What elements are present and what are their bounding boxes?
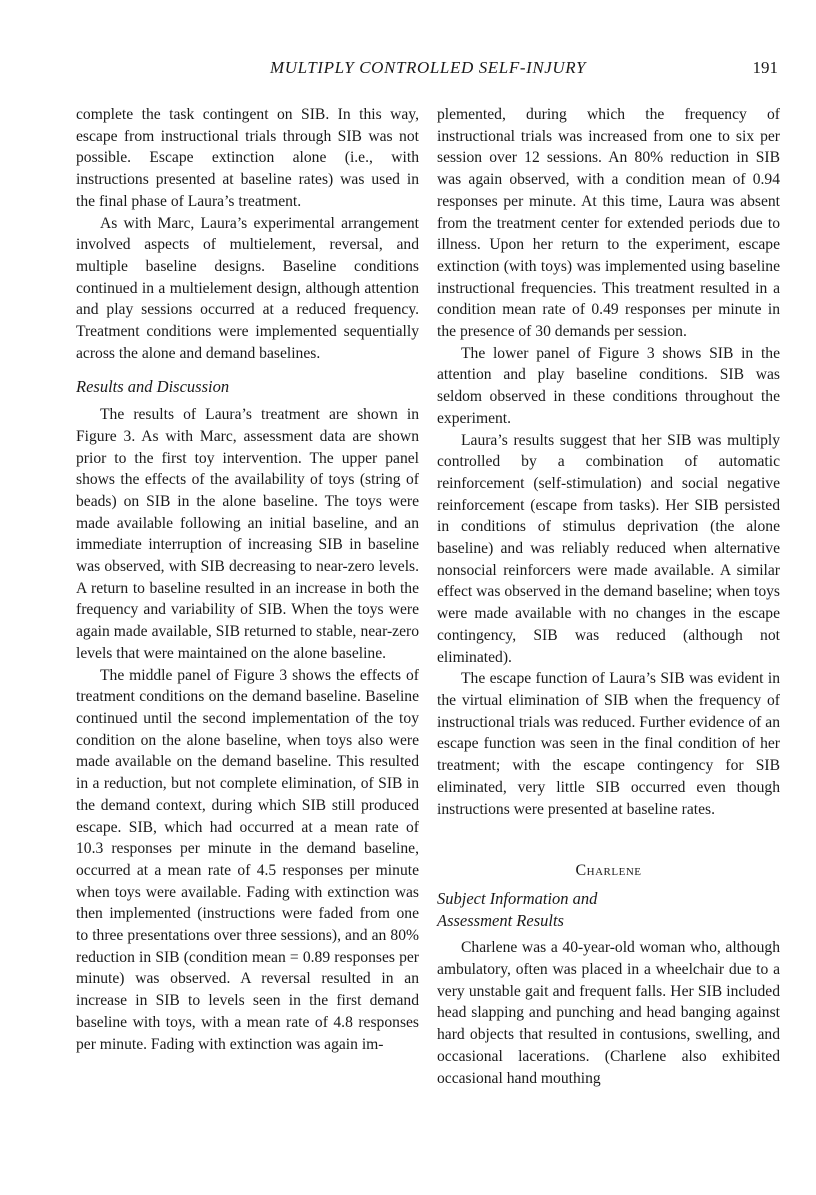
paragraph-laura-summary: Laura’s results suggest that her SIB was multiply controlled by a combination of automatic reinforcement (self-stimulation) and social negative reinforcement (escape from tasks). Her SIB persisted in conditions of stimulus deprivation (the alone baseline) and was reliably reduced when alternative nonsocial reinforcers were made available. A similar effect was observed in the demand baseline; when toys were made available with no changes in the escape contingency, SIB was reduced (although not eliminated). (437, 431, 780, 666)
paragraph-lower-panel: The lower panel of Figure 3 shows SIB in the attention and play baseline conditions. SIB was seldom observed in these conditions throughout the experiment. (437, 344, 780, 427)
paragraph-charlene-description: Charlene was a 40-year-old woman who, although ambulatory, often was placed in a wheelchair due to a very unstable gait and frequent falls. Her SIB included head slapping and punching and head banging against hard objects that resulted in contusions, swelling, and occasional lacerations. (Charlene also exhibited occasional hand mouthing (437, 939, 780, 1087)
running-title: MULTIPLY CONTROLLED SELF-INJURY (269, 58, 587, 77)
paragraph-escape-function: The escape function of Laura’s SIB was evident in the virtual elimination of SIB when the frequency of instructional trials was reduced. Further evidence of an escape function was seen in the final condition of her treatment; with the escape contingency for SIB eliminated, very little SIB occurred even though instructions were presented at baseline rates. (437, 670, 780, 818)
paragraph-fading-continuation: plemented, during which the frequency of instructional trials was increased from one to six per session over 12 sessions. An 80% reduction in SIB was again observed, with a condition mean of 0.94 responses per minute. At this time, Laura was absent from the treatment center for extended periods due to illness. Upon her return to the experiment, escape extinction (with toys) was implemented using baseline instructional frequencies. This treatment resulted in a condition mean rate of 0.49 responses per minute in the presence of 30 demands per session. (437, 106, 780, 341)
paragraph-continuation: complete the task contingent on SIB. In this way, escape from instructional trials through SIB was not possible. Escape extinction alone (i.e., with instructions presented at baseline rates) was used in the final phase of Laura’s treatment. (76, 106, 419, 210)
paragraph-experimental-arrangement: As with Marc, Laura’s experimental arrangement involved aspects of multielement, reversal, and multiple baseline designs. Baseline conditions continued in a multielement design, although attention and play sessions occurred at a reduced frequency. Treatment conditions were implemented sequentially across the alone and demand baselines. (76, 214, 419, 362)
page-number: 191 (752, 58, 778, 77)
subheading-subject-information (437, 888, 780, 931)
paragraph-results-upper-panel: The results of Laura’s treatment are shown in Figure 3. As with Marc, assessment data are shown prior to the first toy intervention. The upper panel shows the effects of the availability of toys (string of beads) on SIB in the alone baseline. The toys were made available following an initial baseline, and an immediate interruption of increasing SIB in baseline was observed, with SIB decreasing to near-zero levels. A return to baseline resulted in an increase in both the frequency and variability of SIB. When the toys were again made available, SIB returned to stable, near-zero levels that were maintained on the alone baseline. (76, 406, 419, 662)
running-head (76, 58, 780, 82)
left-column (76, 104, 419, 1055)
subheading-results-discussion: Results and Discussion (76, 377, 230, 397)
right-column (437, 104, 780, 1089)
subheading-line-2: Assessment Results (437, 910, 564, 930)
subheading-line-1: Subject Information and (437, 888, 598, 908)
section-heading-charlene: Charlene (575, 862, 642, 880)
paragraph-results-middle-panel: The middle panel of Figure 3 shows the effects of treatment conditions on the demand baseline. Baseline continued until the second implementation of the toy condition on the alone baseline, when toys also were made available on the demand baseline. This resulted in a reduction, but not complete elimination, of SIB in the demand context, during which SIB still produced escape. SIB, which had occurred at a mean rate of 10.3 responses per minute in the demand baseline, occurred at a mean rate of 4.5 responses per minute when toys were available. Fading with extinction was then implemented (instructions were faded from one to three presentations over three sessions), and an 80% reduction in SIB (condition mean = 0.89 responses per minute) was observed. A reversal resulted in an increase in SIB to levels seen in the first demand baseline with toys, with a mean rate of 4.8 responses per minute. Fading with extinction was again im- (76, 666, 419, 1053)
